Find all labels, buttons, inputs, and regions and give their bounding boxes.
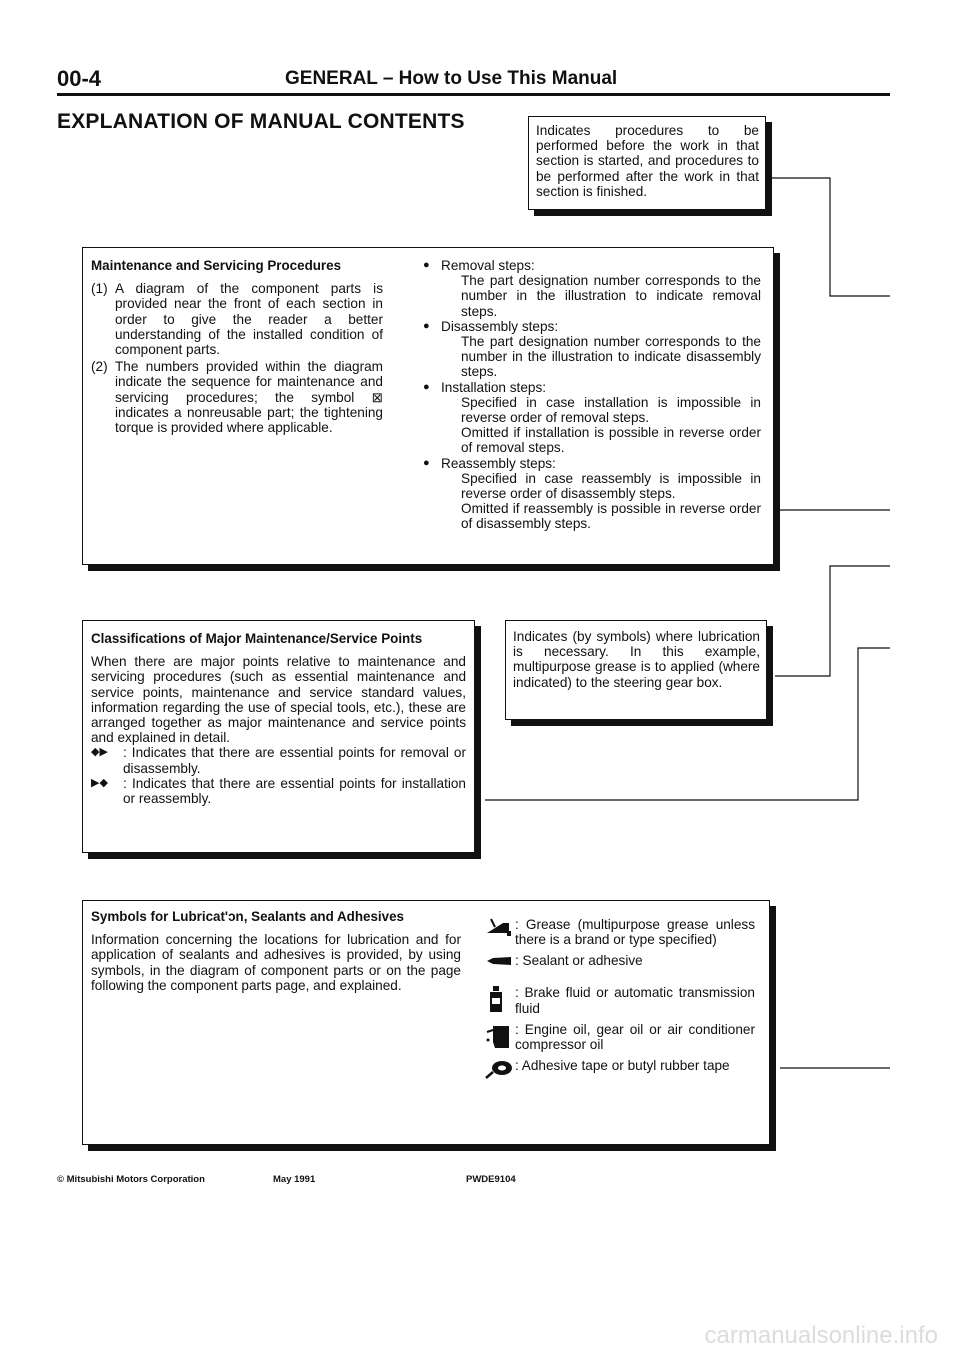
maintenance-servicing-box: [82, 247, 774, 565]
callout-lubrication-text: Indicates (by symbols) where lubrication is necessary. In this example, multipurpose grease is to applied (where indicated) to the steering gear box.: [513, 629, 760, 690]
oil-can-icon: [485, 1022, 515, 1048]
symbol-oil: : Engine oil, gear oil or air conditioner compressor oil: [485, 1022, 755, 1052]
footer-code: PWDE9104: [466, 1174, 516, 1185]
removal-point-icon: ◆▶: [91, 746, 108, 759]
classification-paragraph: When there are major points relative to maintenance and servicing procedures (such as essential maintenance and service points, maintenance and service standard values, information regarding the use of special tools, etc.), these are arranged together as major maintenance and service points and explained in detail.: [91, 654, 466, 746]
section-title: EXPLANATION OF MANUAL CONTENTS: [57, 110, 465, 133]
bullet-icon: ●: [423, 380, 430, 393]
callout-procedures-text: Indicates procedures to be performed before the work in that section is started, and procedures to be performed after the work in that section is finished.: [536, 123, 759, 199]
bullet-icon: ●: [423, 319, 430, 332]
maintenance-item: (2) The numbers provided within the diagram indicate the sequence for maintenance and servicing procedures; the symbol ⊠ indicates a nonreusable part; the tightening torque is provided where applicable.: [91, 359, 383, 436]
page-number: 00-4: [57, 66, 102, 91]
step-disassembly: ● Disassembly steps: The part designation number corresponds to the number in the illustration to indicate disassembly steps.: [423, 318, 761, 380]
symbols-box: [82, 900, 770, 1145]
classification-item-removal: ◆▶ : Indicates that there are essential points for removal or disassembly.: [91, 745, 466, 776]
bullet-icon: ●: [423, 259, 430, 271]
callout-lubrication-box: [505, 620, 767, 720]
step-installation: ● Installation steps: Specified in case installation is impossible in reverse order of removal steps. Omitted if installation is possible in reverse order of removal steps.: [423, 379, 761, 456]
maintenance-steps-column: [423, 258, 761, 532]
installation-point-icon: ▶◆: [91, 776, 108, 789]
symbols-heading: Symbols for Lubricat'ɔn, Sealants and Adhesives: [91, 909, 404, 924]
symbols-paragraph: Information concerning the locations for lubrication and for application of sealants and adhesives is provided, by using symbols, in the diagram of component parts or on the page following the component parts page, and explained.: [91, 932, 461, 993]
tape-roll-icon: [485, 1058, 515, 1084]
classification-heading: Classifications of Major Maintenance/Service Points: [91, 631, 423, 646]
step-reassembly: ● Reassembly steps: Specified in case reassembly is impossible in reverse order of disassembly steps. Omitted if reassembly is possible in reverse order of disassembly steps.: [423, 455, 761, 532]
footer-date: May 1991: [273, 1174, 316, 1185]
maintenance-item: (1) A diagram of the component parts is provided near the front of each section in order to give the reader a better understanding of the installed condition of component parts.: [91, 281, 383, 358]
symbol-brake-fluid: : Brake fluid or automatic transmission fluid: [485, 985, 755, 1015]
symbol-sealant: : Sealant or adhesive: [485, 953, 755, 979]
maintenance-left-column: [91, 258, 383, 435]
classification-box: [82, 620, 475, 853]
brake-fluid-can-icon: [485, 985, 515, 1011]
footer-copyright: © Mitsubishi Motors Corporation: [57, 1174, 205, 1185]
step-removal: ● Removal steps: The part designation number corresponds to the number in the illustration to indicate removal steps.: [423, 258, 761, 319]
watermark: carmanualsonline.info: [704, 1322, 938, 1349]
page-header-title: GENERAL – How to Use This Manual: [285, 68, 618, 89]
grease-gun-icon: [485, 917, 515, 943]
symbols-legend: [485, 917, 755, 1090]
sealant-tube-icon: [485, 953, 515, 979]
bullet-icon: ●: [423, 456, 430, 469]
symbol-grease: : Grease (multipurpose grease unless there is a brand or type specified): [485, 917, 755, 947]
callout-procedures-box: [528, 116, 766, 210]
symbol-tape: : Adhesive tape or butyl rubber tape: [485, 1058, 755, 1084]
maintenance-heading: Maintenance and Servicing Procedures: [91, 258, 342, 273]
symbols-left-column: [91, 909, 461, 993]
classification-item-installation: ▶◆ : Indicates that there are essential points for installation or reassembly.: [91, 775, 466, 807]
